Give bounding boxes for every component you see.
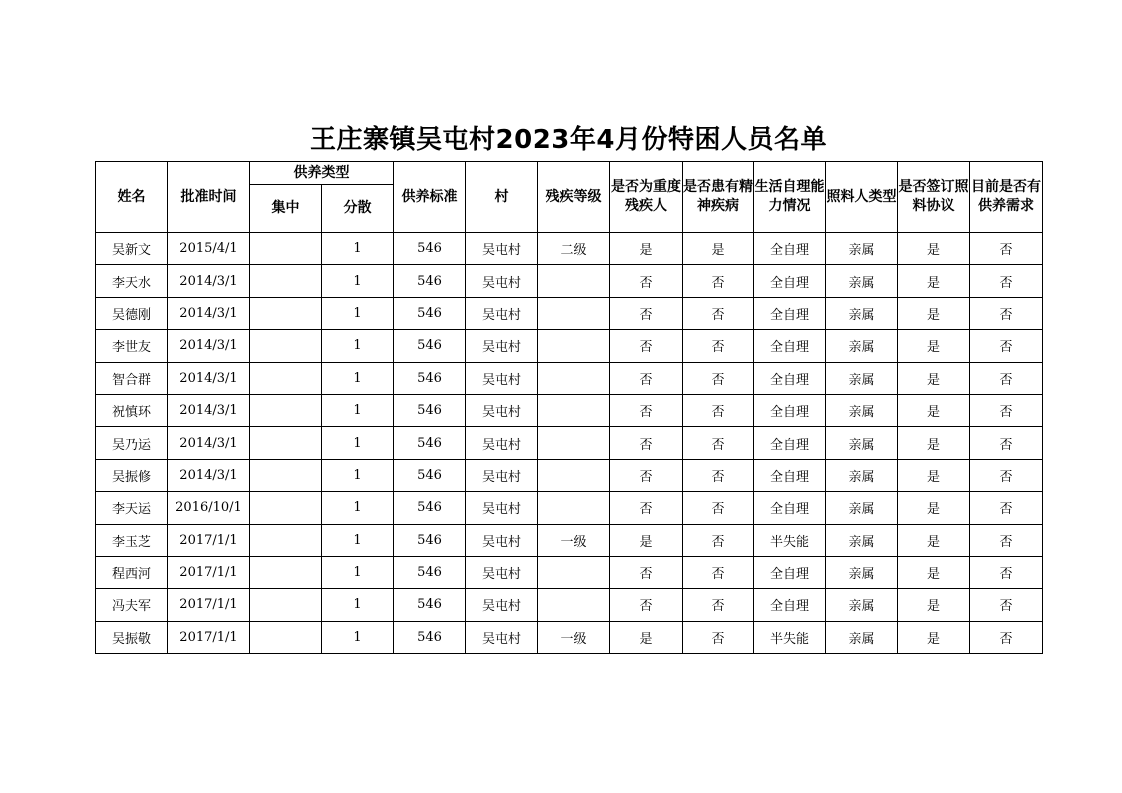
cell-self-care: 全自理 xyxy=(754,233,826,265)
cell-name: 程西河 xyxy=(96,556,168,588)
cell-village: 吴屯村 xyxy=(466,265,538,297)
cell-care-agreement: 是 xyxy=(898,621,970,653)
cell-severe-disabled: 否 xyxy=(610,556,683,588)
cell-self-care: 全自理 xyxy=(754,394,826,426)
cell-village: 吴屯村 xyxy=(466,427,538,459)
cell-approve-time: 2017/1/1 xyxy=(168,589,250,621)
cell-name: 吴振修 xyxy=(96,459,168,491)
cell-severe-disabled: 否 xyxy=(610,492,683,524)
cell-support-standard: 546 xyxy=(394,492,466,524)
cell-support-need: 否 xyxy=(970,621,1043,653)
cell-name: 吴振敬 xyxy=(96,621,168,653)
cell-support-need: 否 xyxy=(970,589,1043,621)
cell-village: 吴屯村 xyxy=(466,394,538,426)
cell-self-care: 半失能 xyxy=(754,621,826,653)
cell-caregiver-type: 亲属 xyxy=(826,265,898,297)
cell-dispersed: 1 xyxy=(322,265,394,297)
cell-centralized xyxy=(250,621,322,653)
cell-centralized xyxy=(250,427,322,459)
cell-mental-illness: 是 xyxy=(683,233,754,265)
cell-name: 冯夫军 xyxy=(96,589,168,621)
header-row xyxy=(96,162,1043,185)
cell-village: 吴屯村 xyxy=(466,621,538,653)
cell-centralized xyxy=(250,589,322,621)
cell-severe-disabled: 否 xyxy=(610,362,683,394)
cell-centralized xyxy=(250,492,322,524)
cell-support-need: 否 xyxy=(970,297,1043,329)
header-support-standard: 供养标准 xyxy=(394,162,466,233)
cell-dispersed: 1 xyxy=(322,233,394,265)
cell-dispersed: 1 xyxy=(322,459,394,491)
cell-support-standard: 546 xyxy=(394,524,466,556)
cell-village: 吴屯村 xyxy=(466,589,538,621)
cell-dispersed: 1 xyxy=(322,427,394,459)
cell-approve-time: 2015/4/1 xyxy=(168,233,250,265)
cell-support-standard: 546 xyxy=(394,265,466,297)
cell-disability-level xyxy=(538,492,610,524)
cell-mental-illness: 否 xyxy=(683,330,754,362)
cell-care-agreement: 是 xyxy=(898,524,970,556)
cell-support-need: 否 xyxy=(970,233,1043,265)
table-row xyxy=(96,556,1043,588)
cell-dispersed: 1 xyxy=(322,330,394,362)
cell-support-need: 否 xyxy=(970,394,1043,426)
cell-care-agreement: 是 xyxy=(898,427,970,459)
header-centralized: 集中 xyxy=(250,185,322,233)
cell-self-care: 全自理 xyxy=(754,297,826,329)
cell-village: 吴屯村 xyxy=(466,297,538,329)
cell-mental-illness: 否 xyxy=(683,589,754,621)
cell-care-agreement: 是 xyxy=(898,459,970,491)
cell-name: 智合群 xyxy=(96,362,168,394)
cell-centralized xyxy=(250,233,322,265)
cell-mental-illness: 否 xyxy=(683,459,754,491)
cell-village: 吴屯村 xyxy=(466,362,538,394)
table-body xyxy=(96,233,1043,654)
cell-approve-time: 2017/1/1 xyxy=(168,556,250,588)
cell-disability-level xyxy=(538,297,610,329)
cell-approve-time: 2016/10/1 xyxy=(168,492,250,524)
cell-severe-disabled: 否 xyxy=(610,459,683,491)
cell-severe-disabled: 是 xyxy=(610,621,683,653)
header-mental-illness: 是否患有精神疾病 xyxy=(683,162,754,233)
header-village: 村 xyxy=(466,162,538,233)
cell-support-need: 否 xyxy=(970,330,1043,362)
cell-caregiver-type: 亲属 xyxy=(826,621,898,653)
cell-caregiver-type: 亲属 xyxy=(826,427,898,459)
cell-caregiver-type: 亲属 xyxy=(826,492,898,524)
cell-dispersed: 1 xyxy=(322,621,394,653)
cell-self-care: 全自理 xyxy=(754,330,826,362)
table-row xyxy=(96,297,1043,329)
cell-severe-disabled: 否 xyxy=(610,297,683,329)
cell-self-care: 全自理 xyxy=(754,492,826,524)
cell-caregiver-type: 亲属 xyxy=(826,330,898,362)
cell-support-standard: 546 xyxy=(394,459,466,491)
cell-centralized xyxy=(250,459,322,491)
table-row xyxy=(96,330,1043,362)
cell-support-need: 否 xyxy=(970,265,1043,297)
cell-caregiver-type: 亲属 xyxy=(826,233,898,265)
personnel-table xyxy=(95,161,1043,654)
cell-care-agreement: 是 xyxy=(898,556,970,588)
cell-dispersed: 1 xyxy=(322,524,394,556)
cell-care-agreement: 是 xyxy=(898,394,970,426)
table-row xyxy=(96,524,1043,556)
cell-severe-disabled: 否 xyxy=(610,330,683,362)
table-row xyxy=(96,459,1043,491)
cell-care-agreement: 是 xyxy=(898,492,970,524)
cell-support-standard: 546 xyxy=(394,330,466,362)
cell-severe-disabled: 否 xyxy=(610,589,683,621)
cell-disability-level xyxy=(538,394,610,426)
cell-support-standard: 546 xyxy=(394,394,466,426)
cell-centralized xyxy=(250,265,322,297)
cell-centralized xyxy=(250,524,322,556)
cell-dispersed: 1 xyxy=(322,297,394,329)
cell-self-care: 半失能 xyxy=(754,524,826,556)
cell-approve-time: 2014/3/1 xyxy=(168,427,250,459)
cell-name: 吴德刚 xyxy=(96,297,168,329)
cell-care-agreement: 是 xyxy=(898,265,970,297)
cell-mental-illness: 否 xyxy=(683,556,754,588)
cell-support-need: 否 xyxy=(970,556,1043,588)
cell-support-need: 否 xyxy=(970,459,1043,491)
cell-centralized xyxy=(250,297,322,329)
cell-mental-illness: 否 xyxy=(683,297,754,329)
cell-name: 李天运 xyxy=(96,492,168,524)
table-row xyxy=(96,265,1043,297)
cell-disability-level xyxy=(538,556,610,588)
cell-mental-illness: 否 xyxy=(683,492,754,524)
cell-village: 吴屯村 xyxy=(466,556,538,588)
cell-caregiver-type: 亲属 xyxy=(826,556,898,588)
table-row xyxy=(96,394,1043,426)
cell-village: 吴屯村 xyxy=(466,330,538,362)
cell-severe-disabled: 否 xyxy=(610,394,683,426)
cell-mental-illness: 否 xyxy=(683,265,754,297)
cell-support-standard: 546 xyxy=(394,621,466,653)
page-title: 王庄寨镇吴屯村2023年4月份特困人员名单 xyxy=(310,125,827,155)
cell-approve-time: 2014/3/1 xyxy=(168,459,250,491)
cell-care-agreement: 是 xyxy=(898,297,970,329)
cell-support-need: 否 xyxy=(970,524,1043,556)
cell-disability-level xyxy=(538,459,610,491)
cell-severe-disabled: 否 xyxy=(610,427,683,459)
table-row xyxy=(96,233,1043,265)
table-row xyxy=(96,362,1043,394)
cell-support-need: 否 xyxy=(970,362,1043,394)
cell-support-standard: 546 xyxy=(394,297,466,329)
cell-caregiver-type: 亲属 xyxy=(826,589,898,621)
cell-mental-illness: 否 xyxy=(683,427,754,459)
header-severe-disabled: 是否为重度残疾人 xyxy=(610,162,683,233)
cell-village: 吴屯村 xyxy=(466,492,538,524)
cell-disability-level xyxy=(538,330,610,362)
cell-severe-disabled: 是 xyxy=(610,233,683,265)
cell-approve-time: 2017/1/1 xyxy=(168,621,250,653)
header-care-agreement: 是否签订照料协议 xyxy=(898,162,970,233)
cell-approve-time: 2014/3/1 xyxy=(168,330,250,362)
cell-approve-time: 2017/1/1 xyxy=(168,524,250,556)
cell-approve-time: 2014/3/1 xyxy=(168,362,250,394)
cell-support-standard: 546 xyxy=(394,556,466,588)
cell-dispersed: 1 xyxy=(322,394,394,426)
cell-care-agreement: 是 xyxy=(898,233,970,265)
cell-mental-illness: 否 xyxy=(683,362,754,394)
cell-self-care: 全自理 xyxy=(754,362,826,394)
cell-approve-time: 2014/3/1 xyxy=(168,297,250,329)
cell-name: 吴新文 xyxy=(96,233,168,265)
header-support-need: 目前是否有供养需求 xyxy=(970,162,1043,233)
cell-support-need: 否 xyxy=(970,427,1043,459)
cell-caregiver-type: 亲属 xyxy=(826,297,898,329)
cell-disability-level xyxy=(538,265,610,297)
header-self-care: 生活自理能力情况 xyxy=(754,162,826,233)
cell-disability-level xyxy=(538,362,610,394)
cell-caregiver-type: 亲属 xyxy=(826,524,898,556)
cell-self-care: 全自理 xyxy=(754,427,826,459)
cell-centralized xyxy=(250,556,322,588)
header-dispersed: 分散 xyxy=(322,185,394,233)
cell-support-need: 否 xyxy=(970,492,1043,524)
cell-care-agreement: 是 xyxy=(898,362,970,394)
cell-support-standard: 546 xyxy=(394,427,466,459)
cell-name: 李世友 xyxy=(96,330,168,362)
cell-disability-level: 一级 xyxy=(538,621,610,653)
table-row xyxy=(96,589,1043,621)
header-approve-time: 批准时间 xyxy=(168,162,250,233)
header-support-type: 供养类型 xyxy=(250,162,394,185)
header-disability-level: 残疾等级 xyxy=(538,162,610,233)
cell-centralized xyxy=(250,362,322,394)
table-row xyxy=(96,492,1043,524)
header-name: 姓名 xyxy=(96,162,168,233)
cell-support-standard: 546 xyxy=(394,233,466,265)
cell-disability-level: 二级 xyxy=(538,233,610,265)
cell-disability-level xyxy=(538,589,610,621)
cell-mental-illness: 否 xyxy=(683,394,754,426)
cell-support-standard: 546 xyxy=(394,362,466,394)
cell-dispersed: 1 xyxy=(322,589,394,621)
cell-support-standard: 546 xyxy=(394,589,466,621)
cell-village: 吴屯村 xyxy=(466,524,538,556)
cell-self-care: 全自理 xyxy=(754,265,826,297)
cell-dispersed: 1 xyxy=(322,492,394,524)
cell-name: 吴乃运 xyxy=(96,427,168,459)
cell-name: 祝慎环 xyxy=(96,394,168,426)
cell-name: 李玉芝 xyxy=(96,524,168,556)
cell-self-care: 全自理 xyxy=(754,556,826,588)
table-row xyxy=(96,427,1043,459)
cell-disability-level xyxy=(538,427,610,459)
cell-disability-level: 一级 xyxy=(538,524,610,556)
cell-dispersed: 1 xyxy=(322,556,394,588)
header-caregiver-type: 照料人类型 xyxy=(826,162,898,233)
cell-severe-disabled: 是 xyxy=(610,524,683,556)
cell-dispersed: 1 xyxy=(322,362,394,394)
cell-mental-illness: 否 xyxy=(683,621,754,653)
cell-caregiver-type: 亲属 xyxy=(826,362,898,394)
cell-approve-time: 2014/3/1 xyxy=(168,265,250,297)
cell-village: 吴屯村 xyxy=(466,233,538,265)
cell-caregiver-type: 亲属 xyxy=(826,459,898,491)
table-row xyxy=(96,621,1043,653)
cell-care-agreement: 是 xyxy=(898,589,970,621)
cell-centralized xyxy=(250,394,322,426)
cell-severe-disabled: 否 xyxy=(610,265,683,297)
cell-village: 吴屯村 xyxy=(466,459,538,491)
cell-name: 李天水 xyxy=(96,265,168,297)
cell-self-care: 全自理 xyxy=(754,589,826,621)
cell-self-care: 全自理 xyxy=(754,459,826,491)
cell-approve-time: 2014/3/1 xyxy=(168,394,250,426)
cell-caregiver-type: 亲属 xyxy=(826,394,898,426)
cell-centralized xyxy=(250,330,322,362)
cell-mental-illness: 否 xyxy=(683,524,754,556)
cell-care-agreement: 是 xyxy=(898,330,970,362)
